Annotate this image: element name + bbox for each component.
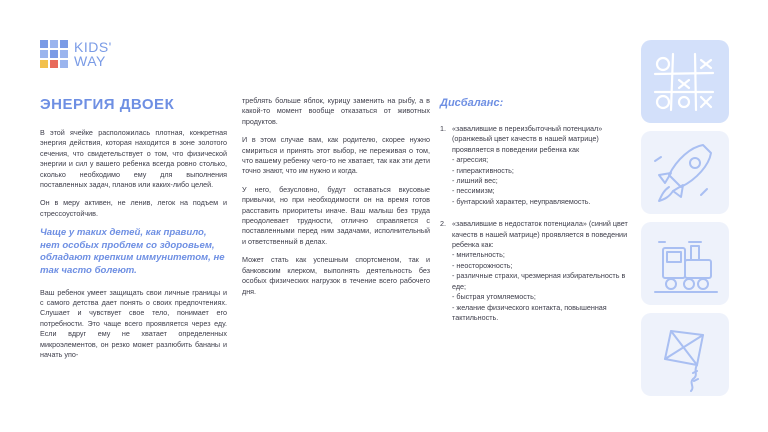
- highlight-quote: Чаще у таких детей, как правило, нет особых проблем со здоровьем, обладают крепким иммунитетом, не так часто болеют.: [40, 227, 225, 277]
- logo-cell: [60, 40, 68, 48]
- paragraph: В этой ячейке расположилась плотная, конкретная энергия действия, которая находится в зоне золотого сечения, что свидетельствует о том, что физической энергии и сил у вашего ребенка всегда ровно столько, сколько необходимо ему для выполнения поставленных задач, планов или каких-либо целей.: [40, 128, 227, 190]
- sub-item: - гиперактивность;: [452, 165, 514, 175]
- imbalance-title: Дисбаланс:: [440, 97, 504, 109]
- card-train: [641, 222, 729, 305]
- imbalance-list: [440, 124, 630, 323]
- logo-cell: [40, 40, 48, 48]
- sub-item: - пессимизм;: [452, 186, 495, 196]
- card-tic-tac-toe: [641, 40, 729, 123]
- list-item: [440, 219, 630, 323]
- rocket-icon: [641, 131, 729, 214]
- tic-tac-toe-icon: [641, 40, 729, 123]
- sub-item: - лишний вес;: [452, 176, 498, 186]
- logo-line-1: KIDS': [74, 39, 112, 55]
- logo-line-2: WAY: [74, 53, 106, 69]
- column-3: [440, 96, 630, 335]
- sub-list: [452, 155, 630, 207]
- paragraph: Может стать как успешным спортсменом, так и банковским клерком, выполнять деятельность без особых физических нагрузок в течение всего рабочего дня.: [242, 255, 430, 296]
- logo-wordmark: [74, 40, 112, 68]
- paragraph: Ваш ребенок умеет защищать свои личные границы и с самого детства дает понять о своих предпочтениях. Слушает и чувствует свое тело, понимает его потребности. Это чаще всего проявляется через еду. Если вдруг ему не хватает определенных микроэлементов, он резко может разлюбить бананы и начать упо-: [40, 287, 227, 360]
- card-rocket: [641, 131, 729, 214]
- paragraph: И в этом случае вам, как родителю, скорее нужно смириться и принять этот выбор, не переживая о том, что вашему ребенку чего-то не хватает, так как эти дети точно знают, что им нужно и когда.: [242, 135, 430, 176]
- sub-list: [452, 250, 630, 323]
- logo-cell: [50, 60, 58, 68]
- column-2: [242, 96, 430, 305]
- column-1: [40, 96, 227, 368]
- sub-item: - мнительность;: [452, 250, 505, 260]
- logo-cell: [50, 50, 58, 58]
- sub-item: - быстрая утомляемость;: [452, 292, 536, 302]
- train-icon: [641, 222, 729, 305]
- logo-cell: [60, 50, 68, 58]
- logo-cell: [40, 50, 48, 58]
- logo-mark: [40, 40, 68, 68]
- paragraph: Он в меру активен, не ленив, легок на подъем и стрессоустойчив.: [40, 198, 227, 218]
- list-item: [440, 124, 630, 207]
- logo-cell: [50, 40, 58, 48]
- list-item-text: «завалившие в недостаток потенциала» (синий цвет качеств в нашей матрице) проявляется в поведении ребенка как:: [452, 219, 628, 250]
- logo-cell: [60, 60, 68, 68]
- sub-item: - желание физического контакта, повышенная тактильность.: [452, 302, 607, 322]
- paragraph: треблять больше яблок, курицу заменить на рыбу, а в какой-то момент вообще отказаться от животных продуктов.: [242, 96, 430, 126]
- paragraph: У него, безусловно, будут оставаться вкусовые привычки, но при необходимости он на время готов расставить приоритеты иначе. Ваш малыш без труда преодолевает трудности, отлично справляется с поставленными перед ним задачами, исполнительный и ответственный в делах.: [242, 184, 430, 246]
- list-number: 2.: [440, 219, 446, 229]
- logo: [40, 40, 112, 68]
- sub-item: - агрессия;: [452, 155, 489, 165]
- logo-cell: [40, 60, 48, 68]
- section-title: ЭНЕРГИЯ ДВОЕК: [40, 96, 175, 113]
- card-kite: [641, 313, 729, 396]
- list-item-text: «завалившие в переизбыточный потенциал» (оранжевый цвет качеств в нашей матрице) проявляется в поведении ребенка как: [452, 124, 603, 154]
- sub-item: - различные страхи, чрезмерная избирательность в еде;: [452, 271, 626, 291]
- sub-item: - бунтарский характер, неуправляемость.: [452, 196, 591, 206]
- kite-icon: [641, 313, 729, 396]
- list-number: 1.: [440, 124, 446, 133]
- sub-item: - неосторожность;: [452, 260, 513, 270]
